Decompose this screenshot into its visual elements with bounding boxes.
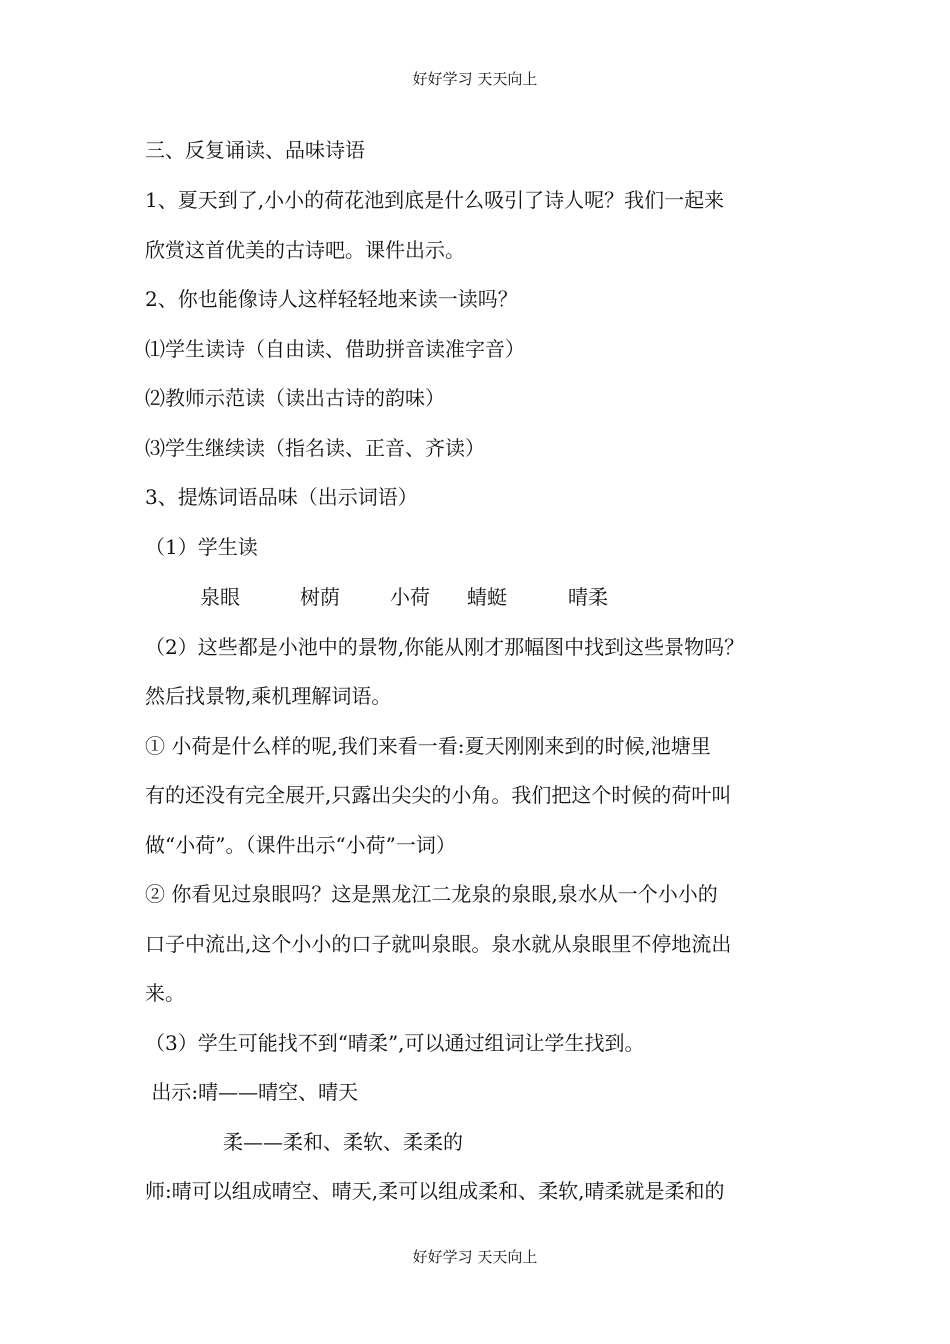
paragraph-line: 口子中流出,这个小小的口子就叫泉眼。泉水就从泉眼里不停地流出: [145, 932, 732, 956]
paragraph-line: 出示:晴——晴空、晴天: [145, 1080, 359, 1104]
paragraph-line: 来。: [145, 981, 185, 1005]
vocab-word: 蜻蜓: [467, 585, 507, 609]
paragraph-line: ⑵教师示范读（读出古诗的韵味）: [145, 386, 445, 410]
paragraph-line: 有的还没有完全展开,只露出尖尖的小角。我们把这个时候的荷叶叫: [145, 783, 732, 807]
paragraph-line: ⑶学生继续读（指名读、正音、齐读）: [145, 436, 485, 460]
paragraph-line: 1、夏天到了,小小的荷花池到底是什么吸引了诗人呢？我们一起来: [145, 188, 725, 212]
paragraph-line: 做“小荷”。（课件出示“小荷”一词）: [145, 833, 456, 857]
vocab-word: 泉眼: [200, 585, 240, 609]
vocab-word: 树荫: [300, 585, 340, 609]
paragraph-line: 然后找景物,乘机理解词语。: [145, 684, 392, 708]
paragraph-line: 2、你也能像诗人这样轻轻地来读一读吗？: [145, 287, 518, 311]
paragraph-line: ② 你看见过泉眼吗？这是黑龙江二龙泉的泉眼,泉水从一个小小的: [145, 882, 718, 906]
paragraph-line: 师:晴可以组成晴空、晴天,柔可以组成柔和、柔软,晴柔就是柔和的: [145, 1179, 725, 1203]
paragraph-line: （2）这些都是小池中的景物,你能从刚才那幅图中找到这些景物吗？: [145, 635, 745, 659]
paragraph-line: 3、提炼词语品味（出示词语）: [145, 485, 418, 509]
paragraph-line: ⑴学生读诗（自由读、借助拼音读准字音）: [145, 337, 525, 361]
paragraph-line: 柔——柔和、柔软、柔柔的: [223, 1130, 463, 1154]
page-header: 好好学习 天天向上: [412, 70, 538, 88]
page-footer: 好好学习 天天向上: [412, 1248, 538, 1266]
section-heading: 三、反复诵读、品味诗语: [145, 138, 365, 162]
paragraph-line: （1）学生读: [145, 535, 258, 559]
vocab-word: 晴柔: [568, 585, 608, 609]
vocab-word: 小荷: [390, 585, 430, 609]
paragraph-line: 欣赏这首优美的古诗吧。课件出示。: [145, 238, 465, 262]
vocabulary-words: [145, 582, 825, 612]
paragraph-line: （3）学生可能找不到“晴柔”,可以通过组词让学生找到。: [145, 1031, 645, 1055]
paragraph-line: ① 小荷是什么样的呢,我们来看一看:夏天刚刚来到的时候,池塘里: [145, 734, 711, 758]
